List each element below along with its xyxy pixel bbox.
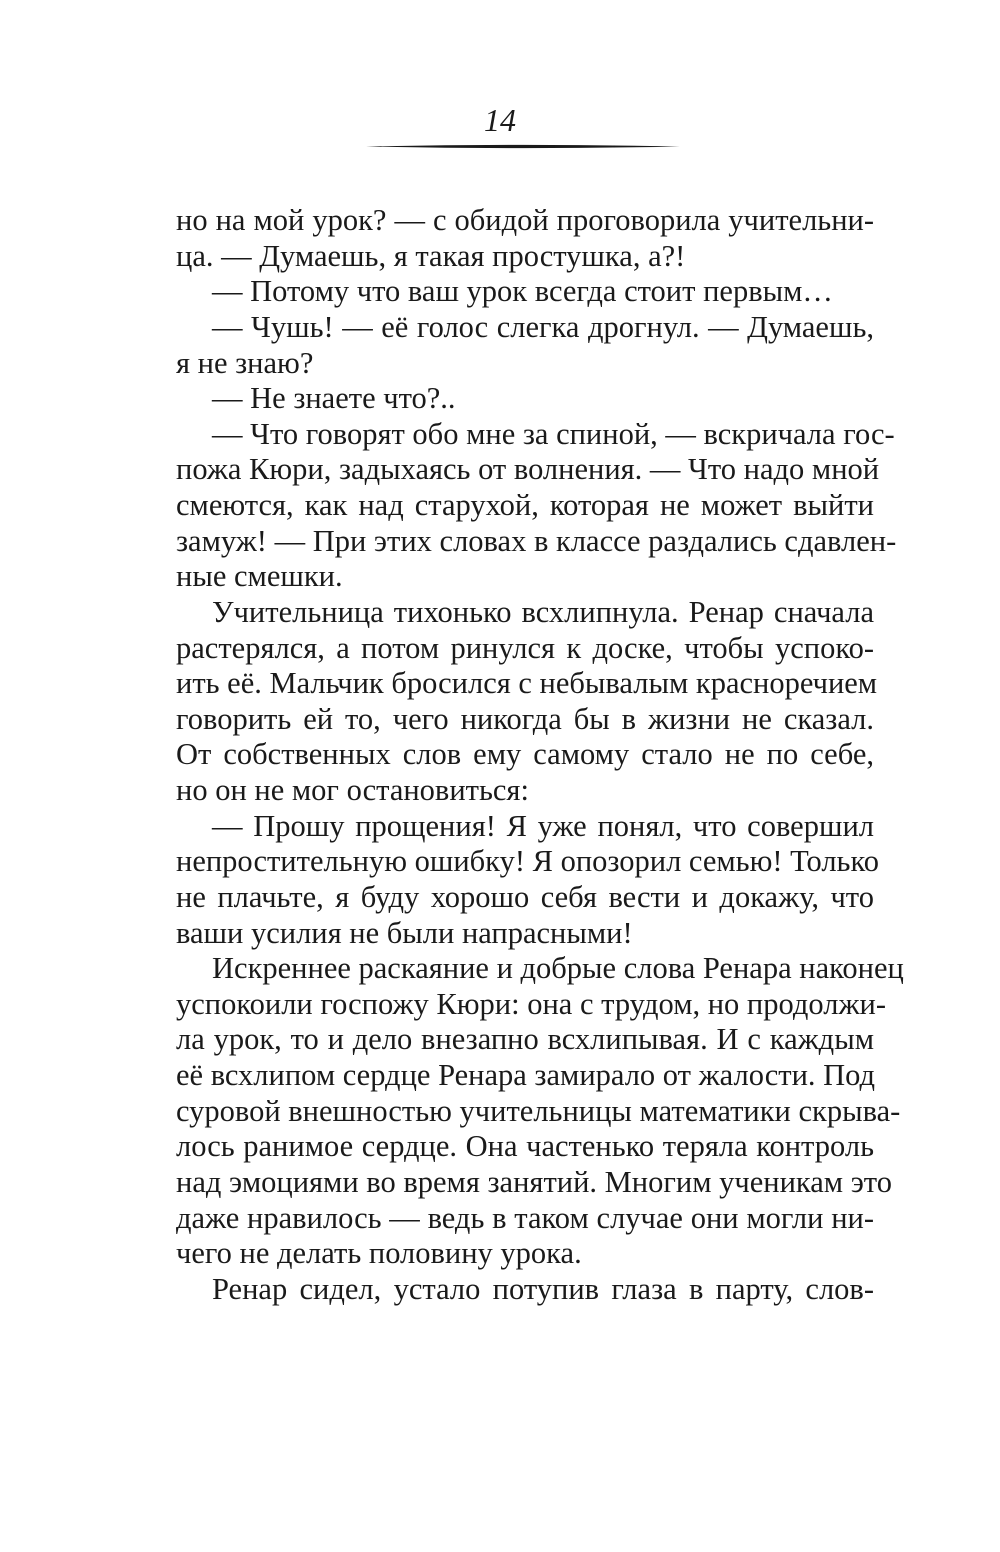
text-line: — Не знаете что?.. (212, 381, 456, 416)
page-number: 14 (484, 102, 516, 138)
text-line: ваши усилия не были напрасными! (176, 915, 633, 950)
text-line: над эмоциями во время занятий. Многим ученикам это (176, 1164, 892, 1199)
text-line: ные смешки. (176, 559, 343, 594)
text-line: Учительница тихонько всхлипнула. Ренар сначала (212, 594, 874, 629)
text-line: чего не делать половину урока. (176, 1236, 582, 1271)
text-line: От собственных слов ему самому стало не по себе, (176, 737, 874, 772)
text-line: я не знаю? (176, 345, 314, 380)
text-line: ла урок, то и дело внезапно всхлипывая. И с каждым (176, 1022, 874, 1057)
text-line: непростительную ошибку! Я опозорил семью! Только (176, 844, 879, 879)
text-line: но он не мог остановиться: (176, 773, 529, 807)
text-line: замуж! — При этих словах в классе раздались сдавлен- (176, 523, 897, 558)
text-line: лось ранимое сердце. Она частенько теряла контроль (176, 1129, 874, 1164)
text-line: смеются, как над старухой, которая не может выйти (176, 488, 874, 522)
text-line: пожа Кюри, задыхаясь от волнения. — Что надо мной (176, 452, 880, 487)
text-line: ца. — Думаешь, я такая простушка, а?! (176, 238, 686, 273)
text-line: говорить ей то, чего никогда бы в жизни не сказал. (176, 701, 874, 736)
text-line: успокоили госпожу Кюри: она с трудом, но продолжи- (176, 986, 887, 1021)
text-line: даже нравилось — ведь в таком случае они могли ни- (176, 1200, 874, 1235)
text-line: её всхлипом сердце Ренара замирало от жалости. Под (176, 1058, 876, 1092)
body-text (176, 203, 904, 1307)
text-line: — Что говорят обо мне за спиной, — вскричала гос- (212, 416, 895, 451)
text-line: но на мой урок? — с обидой проговорила учительни- (176, 203, 874, 237)
header-rule (366, 143, 680, 150)
text-line: растерялся, а потом ринулся к доске, чтобы успоко- (176, 630, 874, 665)
text-line: Искреннее раскаяние и добрые слова Ренара наконец (212, 951, 904, 986)
text-line: — Чушь! — её голос слегка дрогнул. — Думаешь, (212, 309, 874, 344)
text-line: — Прошу прощения! Я уже понял, что совершил (212, 808, 874, 843)
header-rule-line (366, 143, 680, 150)
text-line: — Потому что ваш урок всегда стоит первым… (212, 274, 833, 309)
text-line: суровой внешностью учительницы математики скрыва- (176, 1093, 901, 1128)
text-line: Ренар сидел, устало потупив глаза в парту, слов- (212, 1271, 874, 1306)
text-line: не плачьте, я буду хорошо себя вести и докажу, что (176, 879, 874, 914)
text-line: ить её. Мальчик бросился с небывалым красноречием (176, 666, 878, 701)
